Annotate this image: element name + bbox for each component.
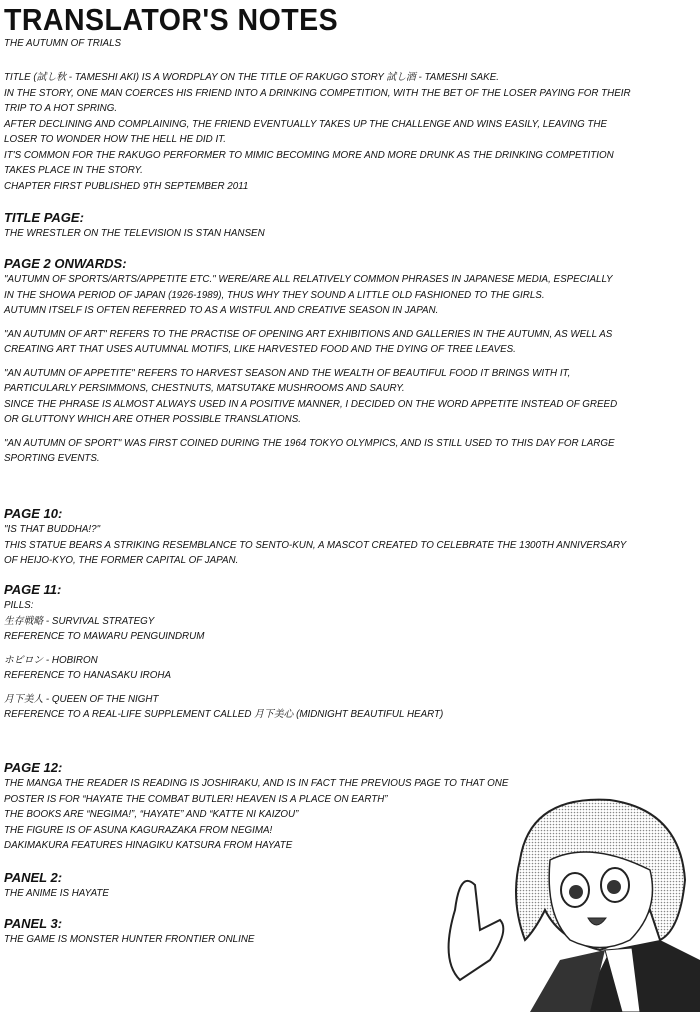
page-subtitle: THE AUTUMN OF TRIALS bbox=[4, 38, 122, 49]
note-line: THE MANGA THE READER IS READING IS JOSHIRAKU, AND IS IN FACT THE PREVIOUS PAGE TO THAT ONE bbox=[4, 778, 509, 789]
note-line: THE BOOKS ARE “NEGIMA!”, “HAYATE” AND “KATTE NI KAIZOU” bbox=[4, 809, 299, 820]
note-line: AUTUMN ITSELF IS OFTEN REFERRED TO AS A WISTFUL AND CREATIVE SEASON IN JAPAN. bbox=[4, 305, 439, 316]
note-line: THIS STATUE BEARS A STRIKING RESEMBLANCE TO SENTO-KUN, A MASCOT CREATED TO CELEBRATE THE 1300TH ANNIVERSARY bbox=[4, 539, 627, 551]
note-line: IN THE STORY, ONE MAN COERCES HIS FRIEND INTO A DRINKING COMPETITION, WITH THE BET OF THE LOSER PAYING FOR THEIR bbox=[4, 87, 631, 99]
notes-section bbox=[4, 70, 643, 194]
note-line: "AUTUMN OF SPORTS/ARTS/APPETITE ETC." WERE/ARE ALL RELATIVELY COMMON PHRASES IN JAPANESE MEDIA, ESPECIALLY bbox=[4, 274, 613, 285]
note-line: THE WRESTLER ON THE TELEVISION IS STAN HANSEN bbox=[4, 228, 265, 239]
note-line: TAKES PLACE IN THE STORY. bbox=[4, 165, 143, 176]
note-line: PILLS: bbox=[4, 600, 34, 611]
note-line: 生存戦略 - SURVIVAL STRATEGY bbox=[4, 615, 155, 627]
note-line: THE GAME IS MONSTER HUNTER FRONTIER ONLINE bbox=[4, 934, 255, 945]
note-line: ホビロン - HOBIRON bbox=[4, 654, 98, 666]
note-line: IT'S COMMON FOR THE RAKUGO PERFORMER TO MIMIC BECOMING MORE AND MORE DRUNK AS THE DRINKING COMPETITION bbox=[4, 149, 614, 161]
note-line: PARTICULARLY PERSIMMONS, CHESTNUTS, MATSUTAKE MUSHROOMS AND SAURY. bbox=[4, 383, 405, 394]
page-title: TRANSLATOR'S NOTES bbox=[4, 2, 339, 37]
note-line: OF HEIJO-KYO, THE FORMER CAPITAL OF JAPAN. bbox=[4, 555, 239, 566]
note-line: REFERENCE TO A REAL-LIFE SUPPLEMENT CALLED 月下美心 (MIDNIGHT BEAUTIFUL HEART) bbox=[4, 709, 444, 720]
section-heading: TITLE PAGE: bbox=[4, 210, 84, 225]
note-line: SINCE THE PHRASE IS ALMOST ALWAYS USED IN A POSITIVE MANNER, I DECIDED ON THE WORD APPETITE INSTEAD OF GREED bbox=[4, 398, 618, 410]
note-line: "AN AUTUMN OF SPORT" WAS FIRST COINED DURING THE 1964 TOKYO OLYMPICS, AND IS STILL USED TO THIS DAY FOR LARGE bbox=[4, 437, 615, 449]
notes-section bbox=[4, 916, 260, 948]
notes-section bbox=[4, 256, 630, 467]
note-line: 月下美人 - QUEEN OF THE NIGHT bbox=[4, 693, 159, 705]
note-line: DAKIMAKURA FEATURES HINAGIKU KATSURA FROM HAYATE bbox=[4, 840, 293, 851]
note-line: REFERENCE TO MAWARU PENGUINDRUM bbox=[4, 631, 205, 642]
note-line: "IS THAT BUDDHA!?" bbox=[4, 524, 101, 535]
note-line: OR GLUTTONY WHICH ARE OTHER POSSIBLE TRANSLATIONS. bbox=[4, 414, 301, 425]
notes-section bbox=[4, 506, 639, 569]
note-line: "AN AUTUMN OF APPETITE" REFERS TO HARVEST SEASON AND THE WEALTH OF BEAUTIFUL FOOD IT BRINGS WITH IT, bbox=[4, 367, 571, 379]
section-heading: PANEL 3: bbox=[4, 916, 63, 931]
note-line: "AN AUTUMN OF ART" REFERS TO THE PRACTISE OF OPENING ART EXHIBITIONS AND GALLERIES IN THE AUTUMN, AS WELL AS bbox=[4, 328, 613, 340]
section-heading: PAGE 2 ONWARDS: bbox=[4, 256, 127, 271]
note-line: CHAPTER FIRST PUBLISHED 9TH SEPTEMBER 2011 bbox=[4, 180, 249, 192]
note-line: TRIP TO A HOT SPRING. bbox=[4, 103, 118, 114]
note-line: IN THE SHOWA PERIOD OF JAPAN (1926-1989), THUS WHY THEY SOUND A LITTLE OLD FASHIONED TO THE GIRLS. bbox=[4, 289, 545, 301]
notes-section bbox=[4, 582, 452, 723]
notes-section bbox=[4, 210, 270, 242]
note-line: THE ANIME IS HAYATE bbox=[4, 888, 109, 899]
note-line: POSTER IS FOR “HAYATE THE COMBAT BUTLER! HEAVEN IS A PLACE ON EARTH” bbox=[4, 793, 388, 805]
note-line: CREATING ART THAT USES AUTUMNAL MOTIFS, LIKE HARVESTED FOOD AND THE DYING OF TREE LEAVES. bbox=[4, 344, 516, 355]
note-line: REFERENCE TO HANASAKU IROHA bbox=[4, 670, 171, 681]
section-heading: PAGE 11: bbox=[4, 582, 62, 597]
section-heading: PAGE 10: bbox=[4, 506, 63, 521]
section-heading: PANEL 2: bbox=[4, 870, 63, 885]
note-line: LOSER TO WONDER HOW THE HELL HE DID IT. bbox=[4, 134, 227, 145]
note-line: THE FIGURE IS OF ASUNA KAGURAZAKA FROM NEGIMA! bbox=[4, 824, 273, 836]
note-line: AFTER DECLINING AND COMPLAINING, THE FRIEND EVENTUALLY TAKES UP THE CHALLENGE AND WINS EASILY, LEAVING THE bbox=[4, 118, 608, 130]
note-line: TITLE (試し秋 - TAMESHI AKI) IS A WORDPLAY ON THE TITLE OF RAKUGO STORY 試し酒 - TAMESHI SAKE. bbox=[4, 72, 499, 83]
section-heading: PAGE 12: bbox=[4, 760, 63, 775]
note-line: SPORTING EVENTS. bbox=[4, 453, 100, 464]
notes-section bbox=[4, 870, 111, 902]
character-illustration bbox=[360, 790, 700, 1012]
